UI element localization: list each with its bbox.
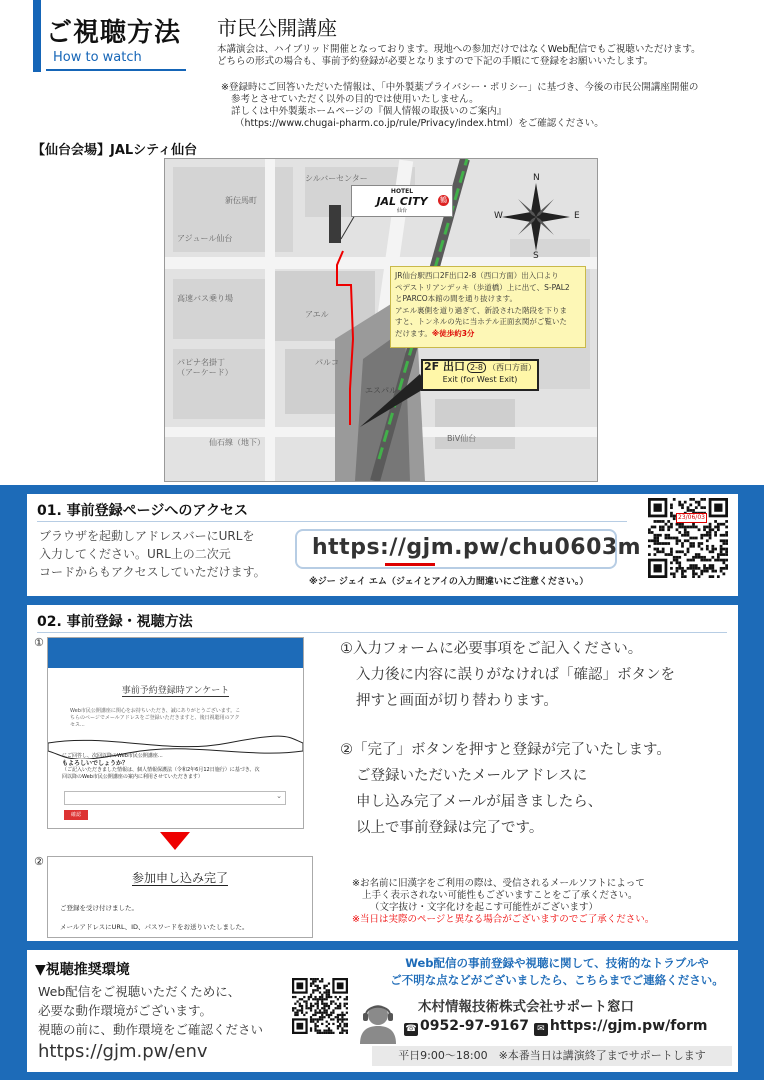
step-marker-2: ② — [34, 855, 44, 868]
page-subtitle: How to watch — [53, 50, 142, 65]
step3-title: ▼視聴推奨環境 — [35, 962, 130, 978]
privacy-note — [221, 82, 761, 130]
step2-line: 以上で事前登録は完了です。 — [356, 820, 544, 836]
privacy-link[interactable]: （https://www.chugai-pharm.co.jp/rule/Privacy/index.html）をご確認ください。 — [235, 118, 604, 129]
support-hours: 平日9:00〜18:00 ※本番当日は講演終了までサポートします — [372, 1046, 732, 1066]
support-person-icon — [356, 1000, 400, 1044]
completion-line: メールアドレスにURL、ID、パスワードをお送りいたしました。 — [60, 923, 249, 931]
form-title — [48, 683, 303, 696]
directions-line: ペデストリアンデッキ（歩道橋）上に出て、S-PAL2 — [395, 282, 570, 292]
support-phone[interactable]: 0952-97-9167 — [420, 1018, 530, 1034]
support-form-url[interactable]: https://gjm.pw/form — [549, 1018, 708, 1034]
env-qr-code[interactable] — [292, 978, 350, 1038]
map-label: パピナ名掛丁 — [177, 358, 225, 367]
map-label: アジュール仙台 — [177, 234, 233, 243]
compass-east: E — [574, 211, 580, 221]
hotel-sign-city: 仙台 — [396, 208, 407, 214]
registration-url[interactable]: https://gjm.pw/chu0603m — [312, 535, 642, 560]
directions-line: とPARCO本館の間を通り抜けます。 — [395, 294, 518, 303]
venue-map — [164, 158, 598, 482]
mail-icon: ✉ — [534, 1023, 548, 1036]
form-line: ちらのページでメールアドレスをご登録いただきますと、後日視聴用のアク — [70, 715, 240, 721]
directions-note — [390, 266, 586, 348]
header-accent-bar — [33, 0, 41, 72]
compass-south: S — [533, 251, 539, 261]
support-line: Web配信の事前登録や視聴に関して、技術的なトラブルや — [405, 956, 709, 970]
step2-fine-print — [352, 878, 654, 926]
form-question-block — [62, 753, 292, 781]
directions-line: だけます。 — [395, 328, 432, 338]
form-select[interactable] — [64, 791, 286, 805]
step2-desc-2 — [340, 737, 671, 841]
step2-line: ②「完了」ボタンを押すと登録が完了いたします。 — [340, 742, 671, 758]
qr-date-badge: 23/06/03 — [678, 514, 705, 521]
exit-label-box — [421, 359, 539, 391]
completion-line: ご登録を受け付けました。 — [60, 904, 138, 912]
step2-line: 申し込み完了メールが届きましたら、 — [356, 794, 603, 810]
fine-line: ※お名前に旧漢字をご利用の際は、受信されるメールソフトによって — [352, 878, 645, 889]
directions-line: すと、トンネルの先に当ホテル正面玄関がご覧いた — [395, 317, 567, 326]
step1-line: 入力してください。URL上の二次元 — [39, 547, 231, 561]
hotel-sign-top: HOTEL — [390, 188, 414, 195]
directions-line: JR仙台駅西口2F出口2-8（西口方面）出入口より — [395, 271, 559, 280]
map-label: シルバーセンター — [305, 174, 368, 183]
lecture-title: 市民公開講座 — [217, 16, 337, 40]
form-header-bar — [48, 638, 303, 668]
env-line: 視聴の前に、動作環境をご確認ください — [38, 1022, 264, 1037]
env-line: 必要な動作環境がございます。 — [38, 1003, 213, 1018]
form-title-text: 事前予約登録時アンケート — [121, 686, 230, 696]
exit-code: 2-8 — [467, 362, 486, 373]
page-title: ご視聴方法 — [46, 18, 182, 48]
form-question: もよろしいでしょうか？ — [62, 760, 129, 767]
privacy-line: ※登録時にご回答いただいた情報は、「中外製薬プライバシー・ポリシー」に基づき、今後の市民公開講座開催の — [221, 82, 699, 93]
step2-line: 入力後に内容に誤りがなければ「確認」ボタンを — [356, 667, 675, 683]
map-label: （アーケード） — [177, 368, 233, 377]
compass-north: N — [533, 173, 540, 183]
step1-description — [39, 527, 309, 581]
intro-line: どちらの形式の場合も、事前予約登録が必要となりますので下記の手順にて登録をお願いいたします。 — [217, 56, 654, 67]
map-label: 新伝馬町 — [225, 196, 257, 205]
form-line: 回以降のWeb市民公開講座の案内に利用させていただきます） — [62, 774, 203, 780]
form-line: Web市民公開講座に関心をお持ちいただき、誠にありがとうございます。こ — [70, 708, 241, 714]
step1-title: 01. 事前登録ページへのアクセス — [37, 503, 248, 519]
map-label: BiV仙台 — [447, 434, 477, 443]
step2-line: ①入力フォームに必要事項をご記入ください。 — [340, 641, 643, 657]
exit-english: Exit (for West Exit) — [442, 375, 518, 384]
fine-line: 上手く表示されない可能性もございますことをご了承ください。 — [362, 890, 638, 901]
intro-text — [217, 44, 757, 68]
step1-line: ブラウザを起動しアドレスバーにURLを — [39, 529, 255, 543]
step1-panel — [27, 494, 738, 596]
map-label: 高速バス乗り場 — [177, 294, 233, 303]
form-confirm-button[interactable]: 確認 — [64, 810, 88, 820]
hotel-sign-name: JAL CITY — [376, 195, 428, 208]
map-label: エスパル — [365, 386, 397, 395]
privacy-line: 詳しくは中外製薬ホームページの『個人情報の取扱いのご案内』 — [231, 106, 507, 117]
chevron-down-icon: ⌄ — [276, 792, 282, 800]
step2-line: 押すと画面が切り替わります。 — [356, 693, 558, 709]
support-contact — [404, 1018, 707, 1036]
compass-west: W — [494, 211, 503, 221]
form-line: （ご記入いただきました情報は、個人情報保護法（令和2年6月12日施行）に基づき、次 — [62, 767, 260, 773]
map-label: アエル — [305, 310, 329, 319]
form-screenshot — [47, 637, 304, 829]
completion-screenshot — [47, 856, 313, 938]
walk-time: ※徒歩約3分 — [431, 328, 475, 338]
jal-logo-icon: 鶴 — [440, 196, 447, 204]
form-line: セス... — [70, 722, 85, 728]
exit-label: 2F 出口 — [423, 360, 465, 373]
privacy-line: 参考とさせていただく以外の目的では使用いたしません。 — [231, 94, 479, 105]
support-intro — [372, 955, 742, 989]
step2-line: ご登録いただいたメールアドレスに — [356, 768, 588, 784]
env-url[interactable]: https://gjm.pw/env — [38, 1041, 208, 1062]
completion-message — [60, 899, 249, 937]
phone-icon: ☎ — [405, 1024, 417, 1034]
directions-line: アエル裏側を道り過ぎて、新設された階段を下りま — [395, 305, 567, 315]
hotel-sign — [351, 185, 453, 217]
registration-qr-code[interactable] — [648, 498, 730, 582]
env-line: Web配信をご視聴いただくために、 — [38, 984, 241, 999]
support-line: ご不明な点などがございましたら、こちらまでご連絡ください。 — [390, 973, 724, 987]
step2-desc-1 — [340, 636, 675, 714]
arrow-down-icon — [160, 832, 190, 850]
intro-line: 本講演会は、ハイブリッド開催となっております。現地への参加だけではなくWeb配信でもご視聴いただけます。 — [217, 44, 701, 55]
step1-title-underline — [37, 521, 627, 522]
map-label: 仙石線（地下） — [209, 438, 265, 447]
form-intro — [70, 708, 295, 729]
map-label: パルコ — [315, 358, 339, 367]
exit-direction: （西口方面） — [488, 363, 537, 372]
form-line: にご回答し、次回以降のWeb市民公開講座... — [62, 753, 163, 759]
fine-line: （文字抜け・文字化けを起こす可能性がございます） — [370, 902, 599, 913]
step1-line: コードからもアクセスしていただけます。 — [39, 565, 266, 579]
url-note: ※ジー ジェイ エム（ジェイとアイの入力間違いにご注意ください。） — [309, 577, 589, 587]
completion-title-text: 参加申し込み完了 — [131, 871, 228, 885]
step-marker-1: ① — [34, 636, 44, 649]
support-company: 木村情報技術株式会社サポート窓口 — [418, 999, 634, 1015]
completion-title — [48, 869, 312, 886]
venue-label: 【仙台会場】JALシティ仙台 — [32, 143, 198, 158]
env-description — [38, 982, 263, 1039]
fine-line-warning: ※当日は実際のページと異なる場合がございますのでご了承ください。 — [352, 914, 655, 925]
step2-title: 02. 事前登録・視聴方法 — [37, 614, 193, 630]
title-underline — [46, 69, 186, 71]
url-highlight — [385, 563, 435, 566]
step2-title-underline — [37, 632, 727, 633]
